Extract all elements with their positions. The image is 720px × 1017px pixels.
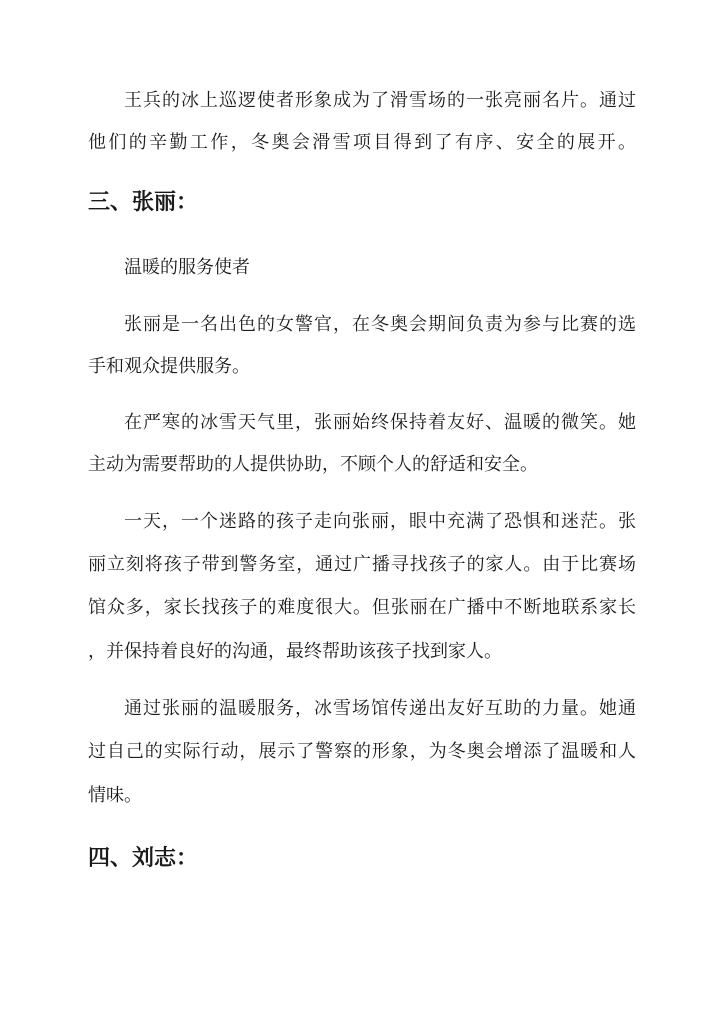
paragraph-line: 过自己的实际行动，展示了警察的形象，为冬奥会增添了温暖和人 xyxy=(88,741,636,762)
paragraph-line: 馆众多，家长找孩子的难度很大。但张丽在广播中不断地联系家长 xyxy=(88,597,636,618)
paragraph-line: 手和观众提供服务。 xyxy=(88,356,250,377)
section-subtitle: 温暖的服务使者 xyxy=(124,257,250,278)
paragraph-line: 情味。 xyxy=(88,785,142,806)
paragraph-line: 他们的辛勤工作，冬奥会滑雪项目得到了有序、安全的展开。 xyxy=(88,132,636,153)
paragraph-line: 丽立刻将孩子带到警务室，通过广播寻找孩子的家人。由于比赛场 xyxy=(88,554,636,575)
paragraph-line: 张丽是一名出色的女警官，在冬奥会期间负责为参与比赛的选 xyxy=(124,314,636,335)
section-heading: 四、刘志： xyxy=(88,845,199,871)
paragraph-line: 王兵的冰上巡逻使者形象成为了滑雪场的一张亮丽名片。通过 xyxy=(124,90,636,111)
paragraph-line: ，并保持着良好的沟通，最终帮助该孩子找到家人。 xyxy=(88,641,502,662)
paragraph-line: 通过张丽的温暖服务，冰雪场馆传递出友好互助的力量。她通 xyxy=(124,698,636,719)
paragraph-line: 在严寒的冰雪天气里，张丽始终保持着友好、温暖的微笑。她 xyxy=(124,412,636,433)
section-heading: 三、张丽： xyxy=(88,189,199,215)
paragraph-line: 主动为需要帮助的人提供协助，不顾个人的舒适和安全。 xyxy=(88,454,538,475)
paragraph-line: 一天，一个迷路的孩子走向张丽，眼中充满了恐惧和迷茫。张 xyxy=(124,511,636,532)
